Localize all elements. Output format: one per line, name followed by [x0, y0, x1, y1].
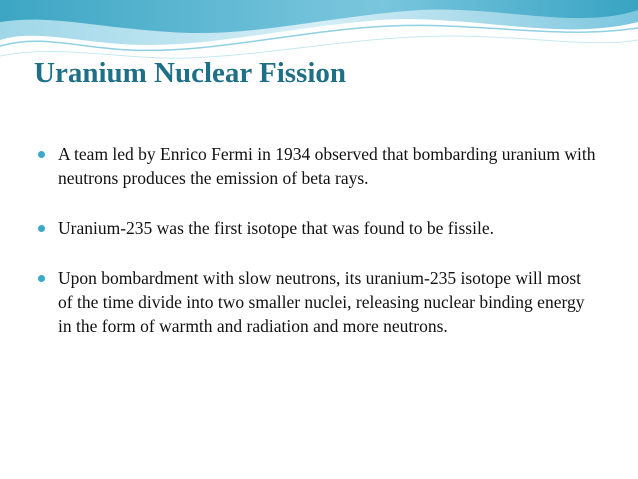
list-item: [38, 216, 598, 240]
bullet-dot-icon: [38, 225, 45, 232]
slide-title: Uranium Nuclear Fission: [34, 57, 347, 89]
bullet-dot-icon: [38, 151, 45, 158]
bullet-dot-icon: [38, 275, 45, 282]
list-item: [38, 266, 598, 338]
bullet-text: Uranium-235 was the first isotope that was found to be fissile.: [58, 218, 494, 238]
list-item: [38, 142, 598, 190]
bullet-text: A team led by Enrico Fermi in 1934 observed that bombarding uranium with neutrons produces the emission of beta rays.: [58, 144, 596, 188]
bullet-list: [38, 142, 598, 338]
bullet-text: Upon bombardment with slow neutrons, its uranium-235 isotope will most of the time divide into two smaller nuclei, releasing nuclear binding energy in the form of warmth and radiation and more neutrons.: [58, 268, 585, 336]
